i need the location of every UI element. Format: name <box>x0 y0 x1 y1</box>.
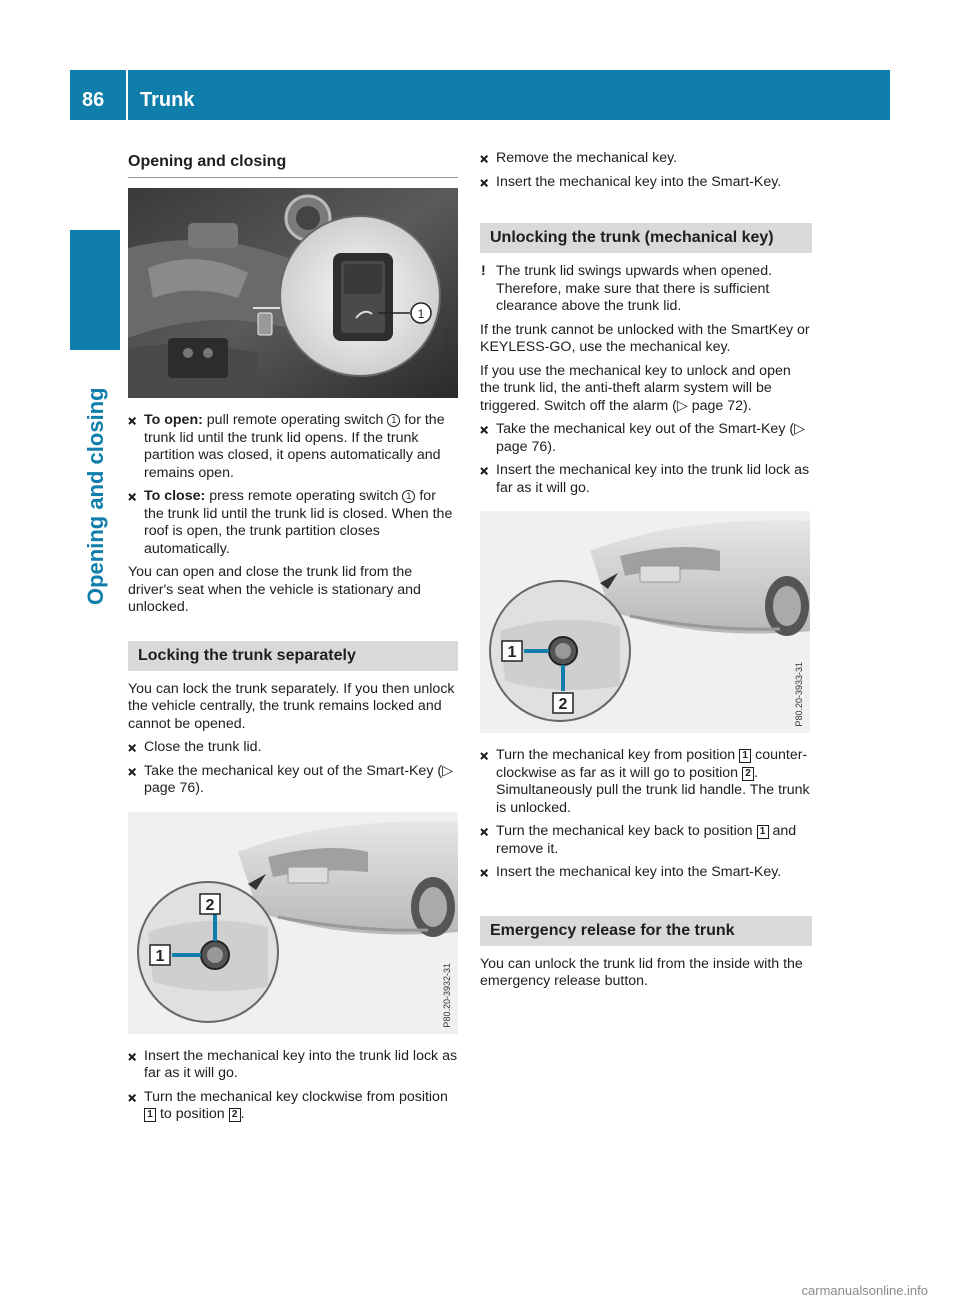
fig1-callout: 1 <box>417 307 425 321</box>
step-remove-key: Remove the mechanical key. <box>480 150 812 168</box>
figure-trunk-lock-clockwise <box>128 812 458 1034</box>
page-ref-arrow-icon: ▷ <box>442 762 453 779</box>
step-insert-into-smartkey: Insert the mechanical key into the Smart-Key. <box>480 174 812 192</box>
step-arrow-icon <box>128 415 138 426</box>
fig3-callout-1: 1 <box>507 644 517 661</box>
figure-code: P80.20-3933-31 <box>793 662 804 727</box>
page-header <box>70 70 890 120</box>
page-ref-arrow-icon: ▷ <box>676 397 688 414</box>
left-column <box>128 150 458 1130</box>
section-heading-unlocking: Unlocking the trunk (mechanical key) <box>480 223 812 253</box>
position-1-icon: 1 <box>144 1108 156 1122</box>
header-divider <box>126 70 128 120</box>
fig3-callout-2: 2 <box>558 696 568 713</box>
step-arrow-icon <box>480 177 490 188</box>
step-close <box>128 488 458 558</box>
step-turn-clockwise: Turn the mechanical key clockwise from position 1 to position 2 . <box>128 1089 458 1124</box>
step-take-key: Take the mechanical key out of the Smart-Key (▷ page 76). <box>128 763 458 798</box>
step-open-text: pull remote operating switch <box>206 412 384 428</box>
step-arrow-icon <box>480 750 490 761</box>
callout-1-icon: 1 <box>402 490 415 503</box>
step-close-trunk: Close the trunk lid. <box>128 739 458 757</box>
page-reference-link[interactable]: page 76 <box>496 438 548 455</box>
step-open-text-cont: for the trunk lid until the trunk lid opens. If the trunk partition was closed, it opens automatically and remains open. <box>144 412 445 481</box>
step-take-key: Take the mechanical key out of the Smart-Key (▷ page 76). <box>480 421 812 456</box>
interior-switch-illustration <box>128 188 458 398</box>
figure-interior-switch <box>128 188 458 398</box>
paragraph: You can open and close the trunk lid from the driver's seat when the vehicle is stationary and unlocked. <box>128 564 421 615</box>
page-title: Trunk <box>140 89 195 111</box>
figure-trunk-lock-counterclockwise <box>480 511 810 733</box>
chapter-tab <box>70 230 120 350</box>
step-arrow-icon <box>480 867 490 878</box>
page-ref-arrow-icon: ▷ <box>794 421 805 437</box>
step-turn-counterclockwise: Turn the mechanical key from position 1 counter-clockwise as far as it will go to position 2 . Simultaneously pull the trunk lid handle. The trunk is unlocked. <box>480 747 812 817</box>
trunk-lock-illustration <box>480 511 810 733</box>
position-2-icon: 2 <box>229 1108 241 1122</box>
step-arrow-icon <box>480 153 490 164</box>
step-open <box>128 412 458 482</box>
warning-note: ! The trunk lid swings upwards when opened. Therefore, make sure that there is sufficient clearance above the trunk lid. <box>481 263 773 314</box>
section-heading-emergency: Emergency release for the trunk <box>480 916 812 946</box>
right-column <box>480 150 812 997</box>
step-insert-key: Insert the mechanical key into the trunk lid lock as far as it will go. <box>480 462 812 497</box>
trunk-lock-illustration <box>128 812 458 1034</box>
page-reference-link[interactable]: page 72 <box>691 397 744 414</box>
warning-icon: ! <box>481 263 486 279</box>
position-2-icon: 2 <box>742 767 754 781</box>
fig2-callout-2: 2 <box>205 896 215 914</box>
section-heading-opening-closing: Opening and closing <box>128 150 458 178</box>
fig2-callout-1: 1 <box>155 947 165 965</box>
step-arrow-icon <box>128 1051 138 1062</box>
step-arrow-icon <box>128 1092 138 1103</box>
step-arrow-icon <box>128 766 138 777</box>
paragraph: You can lock the trunk separately. If you then unlock the vehicle centrally, the trunk remains locked and cannot be opened. <box>128 680 455 732</box>
paragraph: You can unlock the trunk lid from the inside with the emergency release button. <box>480 955 803 989</box>
figure-code: P54.26-0367-31 <box>441 327 452 392</box>
figure-code: P80.20-3932-31 <box>441 962 452 1028</box>
page-reference-link[interactable]: page 76 <box>144 780 196 796</box>
step-turn-back: Turn the mechanical key back to position 1 and remove it. <box>480 823 812 858</box>
paragraph: If the trunk cannot be unlocked with the SmartKey or KEYLESS-GO, use the mechanical key. <box>480 321 810 355</box>
page-number: 86 <box>82 89 105 111</box>
position-1-icon: 1 <box>757 825 769 839</box>
step-arrow-icon <box>480 424 490 435</box>
step-arrow-icon <box>128 742 138 753</box>
step-arrow-icon <box>128 491 138 502</box>
step-insert-key: Insert the mechanical key into the trunk lid lock as far as it will go. <box>128 1048 458 1083</box>
callout-1-icon: 1 <box>387 414 400 427</box>
chapter-label: Opening and closing <box>83 387 108 605</box>
step-close-text-cont: for the trunk lid until the trunk lid is closed. When the roof is open, the trunk partition closes automatically. <box>144 488 453 557</box>
watermark: carmanualsonline.info <box>801 1283 928 1298</box>
section-heading-locking: Locking the trunk separately <box>128 641 458 671</box>
position-1-icon: 1 <box>739 749 751 763</box>
step-close-label: To close: <box>144 488 206 504</box>
step-arrow-icon <box>480 465 490 476</box>
step-open-label: To open: <box>144 412 203 428</box>
step-arrow-icon <box>480 826 490 837</box>
step-close-text: press remote operating switch <box>209 488 399 504</box>
step-insert-into-smartkey: Insert the mechanical key into the Smart-Key. <box>480 864 812 882</box>
paragraph: If you use the mechanical key to unlock and open the trunk lid, the anti-theft alarm system will be triggered. Switch off the alarm (▷ page 72). <box>480 362 791 414</box>
